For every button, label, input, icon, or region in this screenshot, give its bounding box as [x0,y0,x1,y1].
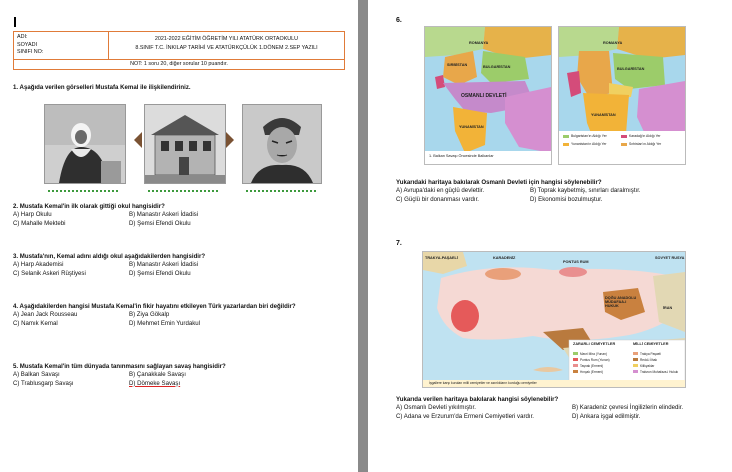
q2-option-b[interactable]: B) Manastır Askeri İdadisi [129,211,199,219]
page-divider [358,0,368,472]
answer-line-2 [148,187,218,192]
q7-number: 7. [396,240,402,247]
q3-option-d[interactable]: D) Şemsi Efendi Okulu [129,269,191,277]
student-info [14,32,109,59]
arrow-left-icon[interactable] [134,132,142,148]
school-title: 2021-2022 EĞİTİM ÖĞRETİM YILI ATATÜRK ORTAOKULU [154,36,299,42]
q6-option-c[interactable]: C) Güçlü bir donanması vardır. [396,195,479,203]
q5-option-d[interactable]: D) Dömeke Savaşı [129,379,181,387]
q6-title: Yukarıdaki haritaya bakılarak Osmanlı Devleti için hangisi söylenebilir? [396,179,602,186]
photo-house [144,104,226,184]
q6-option-d[interactable]: D) Ekonomisi bozulmuştur. [530,195,603,203]
question-2 [13,203,343,228]
q2-option-a[interactable]: A) Harp Okulu [13,211,52,219]
photo-portrait [242,104,322,184]
map-before-balkan-war: ROMANYA BULGARİSTAN SIRBİSTAN OSMANLI DEVLETİ YUNANİSTAN 1. Balkan Savaşı Öncesinde Balkanlar [424,26,552,165]
field-surname: SOYADI [17,41,37,48]
q2-option-c[interactable]: C) Mahalle Mektebi [13,219,66,227]
q7-option-b[interactable]: B) Karadeniz çevresi İngilizlerin elindedir. [572,404,684,412]
left-page [0,0,358,472]
field-name: ADI: [17,34,28,40]
q2-option-d[interactable]: D) Şemsi Efendi Okulu [129,219,191,227]
q5-title: 5. Mustafa Kemal'in tüm dünyada tanınmasını sağlayan savaş hangisidir? [13,363,226,370]
arrow-right-icon[interactable] [226,132,234,148]
q3-title: 3. Mustafa'nın, Kemal adını aldığı okul aşağıdakilerden hangisidir? [13,253,206,260]
q5-option-b[interactable]: B) Çanakkale Savaşı [129,371,186,379]
q1-title: 1. Aşağıda verilen görselleri Mustafa Kemal ile ilişkilendiriniz. [13,84,191,91]
q7-option-c[interactable]: C) Adana ve Erzurum'da Ermeni Cemiyetleri vardır. [396,412,534,420]
exam-note: NOT: 1 soru 20, diğer sorular 10 puandır. [130,61,228,67]
q6-option-b[interactable]: B) Toprak kaybetmiş, sınırları daralmıştır. [530,187,641,195]
q4-title: 4. Aşağıdakilerden hangisi Mustafa Kemal'in fikir hayatını etkileyen Türk yazarlardan biri değildir? [13,303,296,310]
q3-option-b[interactable]: B) Manastır Askeri İdadisi [129,261,199,269]
exam-header [13,31,345,70]
q6-option-a[interactable]: A) Avrupa'daki en güçlü devlettir. [396,187,485,195]
q6-number: 6. [396,17,402,24]
answer-line-1 [48,187,118,192]
field-class: SINIFI NO: [17,49,44,55]
question-7 [396,396,726,421]
q4-option-d[interactable]: D) Mehmet Emin Yurdakul [129,319,201,327]
right-page [368,0,732,472]
q3-option-c[interactable]: C) Selanik Askeri Rüştiyesi [13,269,86,277]
text-cursor [14,17,16,27]
q3-option-a[interactable]: A) Harp Akademisi [13,261,64,269]
q7-title: Yukarıda verilen haritaya bakılarak hangisi söylenebilir? [396,396,559,403]
question-5 [13,363,343,388]
q7-option-a[interactable]: A) Osmanlı Devleti yıkılmıştır. [396,404,476,412]
question-3 [13,253,343,278]
q5-option-a[interactable]: A) Balkan Savaşı [13,371,60,379]
question-6 [396,179,726,204]
question-4 [13,303,343,328]
q2-title: 2. Mustafa Kemal'in ilk olarak gittiği okul hangisidir? [13,203,165,210]
map-after-balkan-war: ROMANYA BULGARİSTAN YUNANİSTAN Bulgaristan'ın Aldığı Yer Yunanistan'ın Aldığı Yer Karadağ'ın Aldığı Yer Sırbistan'ın Aldığı Yer [558,26,686,165]
q5-option-c[interactable]: C) Trablusgarp Savaşı [13,379,74,387]
exam-title: 8.SINIF T.C. İNKILAP TARİHİ VE ATATÜRKÇÜLÜK 1.DÖNEM 2.SEP YAZILI [135,45,318,51]
q7-option-d[interactable]: D) Ankara işgal edilmiştir. [572,412,641,420]
map-national-societies: TRAKYA-PAŞAELİ KARADENİZ PONTUS RUM SOVYET RUSYA DOĞU ANADOLU MÜDAFAA-I HUKUK İRAN ZARARLI CEMİYETLER MİLLİ CEMİYETLER Mavri Mira (Yunan) Pontus Rum (Yunan) Taşnak (Ermeni) Hınçak (Ermeni) Trakya Paşaeli Redd-i İlhak Kilikyalılar Trabzon Muhafaza-i Hukuk İşgallere karşı kurulan milli cemiyetler ve azınlıkların kurduğu cemiyetler [422,251,686,388]
q4-option-b[interactable]: B) Ziya Gökalp [129,311,170,319]
answer-line-3 [246,187,316,192]
photo-mother [44,104,126,184]
q4-option-c[interactable]: C) Namık Kemal [13,319,58,327]
q4-option-a[interactable]: A) Jean Jack Rousseau [13,311,78,319]
